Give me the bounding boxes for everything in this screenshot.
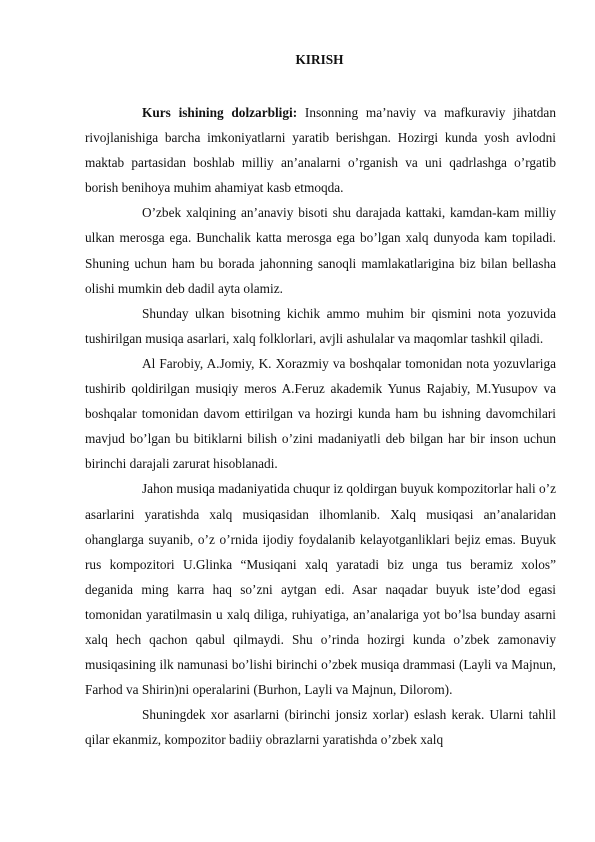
paragraph-3: Shunday ulkan bisotning kichik ammo muhim bir qismini nota yozuvida tushirilgan musiqa asarlari, xalq folklorlari, avjli ashulalar va maqomlar tashkil qiladi. (85, 305, 556, 346)
paragraph-1-text: Insonning ma’naviy va mafkuraviy jihatdan rivojlanishiga barcha imkoniyatlarni yaratib berishgan. Hozirgi kunda yosh avlodni maktab partasidan boshlab milliy an’analarni o’rganish va uni qadrlashga o’rgatib borish benihoya muhim ahamiyat kasb etmoqda. (85, 105, 556, 196)
paragraph-1 (85, 100, 556, 200)
paragraph-5: Jahon musiqa madaniyatida chuqur iz qoldirgan buyuk kompozitorlar hali o’z asarlarini yaratishda xalq musiqasidan ilhomlanib. Xalq musiqasi an’analaridan ohanglarga suyanib, o’z o’rnida ijodiy foydalanib kelayotganliklari bejiz emas. Buyuk rus kompozitori U.Glinka “Musiqani xalq yaratadi biz unga tus beramiz xolos” deganida ming karra haq so’zni aytgan edi. Asar naqadar buyuk iste’dod egasi tomonidan yaratilmasin u xalq diliga, ruhiyatiga, an’analariga yot bo’lsa bunday asarni xalq hech qachon qabul qilmaydi. Shu o’rinda hozirgi kunda o’zbek zamonaviy musiqasining ilk namunasi bo’lishi birinchi o’zbek musiqa drammasi (Layli va Majnun, Farhod va Shirin)ni operalarini (Burhon, Layli va Majnun, Dilorom). (85, 481, 556, 698)
paragraph-6: Shuningdek xor asarlarni (birinchi jonsiz xorlar) eslash kerak. Ularni tahlil qilar ekanmiz, kompozitor badiiy obrazlarni yaratishda o’zbek xalq (85, 707, 556, 748)
page-title: KIRISH (295, 52, 344, 67)
body-text (85, 100, 556, 752)
lead-label: Kurs ishining dolzarbligi: (142, 105, 298, 120)
paragraph-4: Al Farobiy, A.Jomiy, K. Xorazmiy va boshqalar tomonidan nota yozuvlariga tushirib qoldirilgan musiqiy meros A.Feruz akademik Yunus Rajabiy, M.Yusupov va boshqalar tomonidan davom ettirilgan va hozirgi kunda ham bu ishning davomchilari mavjud bo’lgan bu bitiklarni bilish o’zini madaniyatli deb bilgan har bir inson uchun birinchi darajali zarurat hisoblanadi. (85, 355, 556, 472)
paragraph-2: O’zbek xalqining an’anaviy bisoti shu darajada kattaki, kamdan-kam milliy ulkan merosga ega. Bunchalik katta merosga ega bo’lgan xalq dunyoda kam topiladi. Shuning uchun ham bu borada jahonning sanoqli mamlakatlarigina biz bilan bellasha olishi mumkin deb dadil ayta olamiz. (85, 205, 556, 296)
